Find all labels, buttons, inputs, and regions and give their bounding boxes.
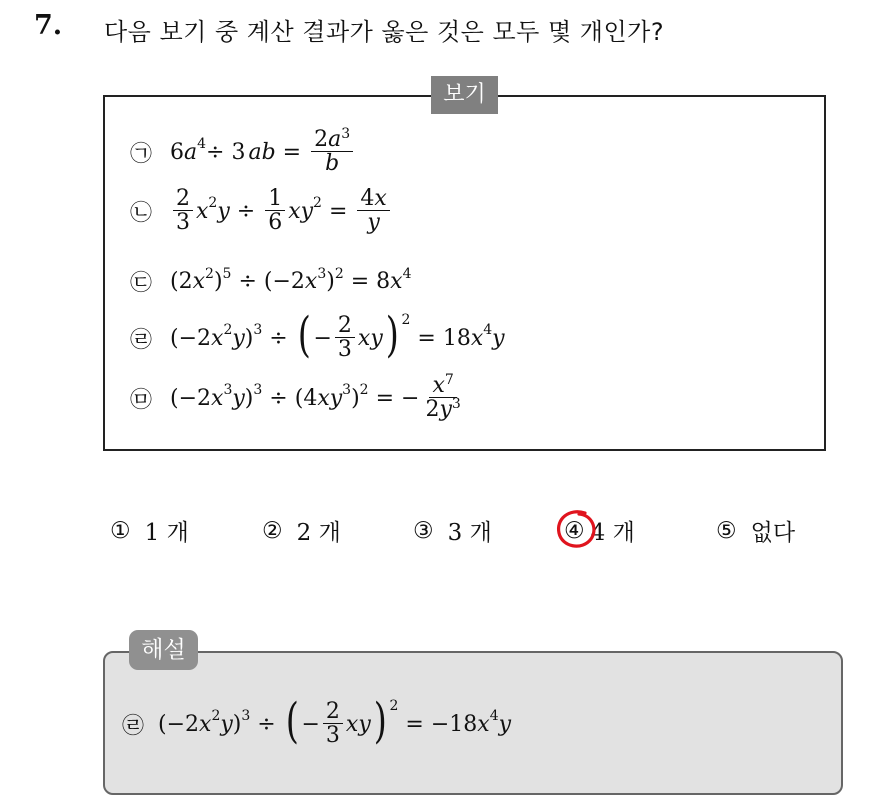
choice-1[interactable]: ① 1 개 [110, 517, 189, 546]
bogi-item-1 [130, 128, 356, 176]
item-marker: ㉢ [130, 271, 153, 296]
item-formula: 6 a $^4$ ÷ 3 ab = $\frac{2a^3}{b}$ [170, 128, 356, 176]
choice-5[interactable]: ⑤ 없다 [716, 517, 796, 546]
solution-formula-row [122, 693, 512, 750]
item-marker: ㉤ [130, 387, 153, 413]
item-formula: (−2 x $^2$ y ) $^3$ ÷ ( − $\frac{2}{3}$ xy ) $^2$ = 18 x $^4$ y [170, 307, 505, 364]
item-formula: (2 x $^2$ ) $^5$ ÷ (−2 x $^3$ ) $^2$ = 8 x $^4$ [170, 265, 412, 294]
bogi-item-3 [130, 266, 412, 297]
choice-4[interactable]: ④ 4 개 [564, 517, 635, 546]
solution-formula: (−2 x $^2$ y ) $^3$ ÷ ( − $\frac{2}{3}$ xy ) $^2$ = −18 x $^4$ y [158, 693, 512, 750]
choice-2[interactable]: ② 2 개 [262, 517, 341, 546]
item-formula: (−2 x $^3$ y ) $^3$ ÷ (4 xy $^3$ ) $^2$ = − $\frac{x^7}{2y^3}$ [170, 372, 461, 423]
question-number: 7. [34, 10, 63, 41]
question-text: 다음 보기 중 계산 결과가 옳은 것은 모두 몇 개인가? [104, 18, 665, 46]
bogi-item-5 [130, 374, 467, 422]
solution-label: 해설 [129, 630, 198, 670]
solution-marker: ㉣ [122, 713, 145, 739]
item-marker: ㉡ [130, 200, 153, 226]
item-formula: $\frac{2}{3}$ x $^2$ y ÷ $\frac{1}{6}$ xy $^2$ = $\frac{4x}{y}$ [170, 187, 393, 235]
bogi-label: 보기 [431, 76, 498, 114]
item-marker: ㉠ [130, 141, 153, 167]
bogi-item-2 [130, 187, 393, 235]
item-marker: ㉣ [130, 327, 153, 353]
choice-3[interactable]: ③ 3 개 [413, 517, 492, 546]
answer-circle-mark [555, 509, 597, 551]
bogi-item-4 [130, 307, 505, 364]
